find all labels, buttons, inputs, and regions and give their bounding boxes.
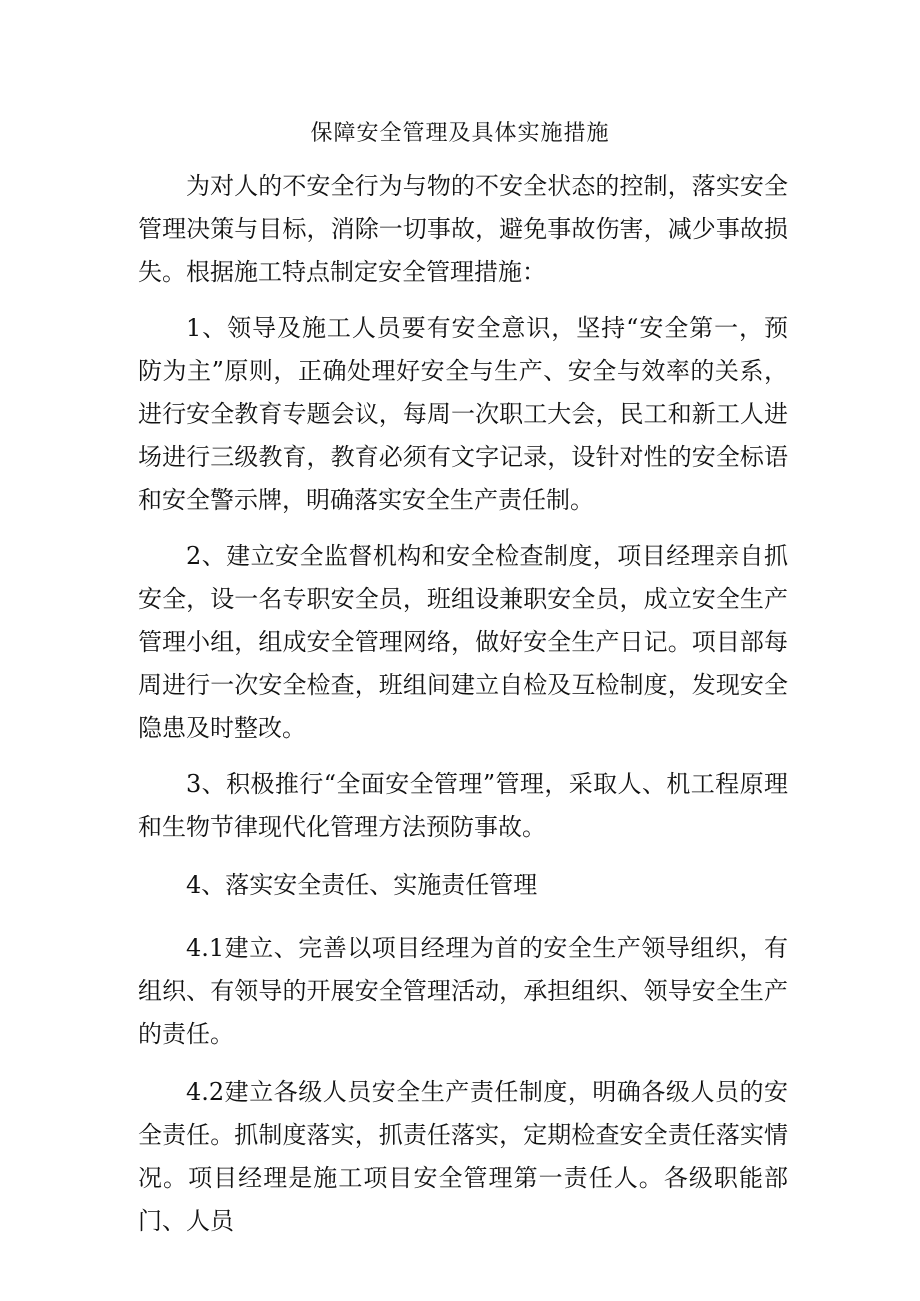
paragraph-item-1: 1、领导及施工人员要有安全意识，坚持“安全第一，预防为主”原则，正确处理好安全与生产、安全与效率的关系，进行安全教育专题会议，每周一次职工大会，民工和新工人进场进行三级教育，教育必须有文字记录，设针对性的安全标语和安全警示牌，明确落实安全生产责任制。	[138, 314, 788, 514]
document-body	[138, 165, 788, 1243]
paragraph-intro: 为对人的不安全行为与物的不安全状态的控制，落实安全管理决策与目标，消除一切事故，避免事故伤害，减少事故损失。根据施工特点制定安全管理措施：	[138, 172, 788, 286]
document-title: 保障安全管理及具体实施措施	[310, 121, 610, 146]
paragraph-item-4-2: 4.2建立各级人员安全生产责任制度，明确各级人员的安全责任。抓制度落实，抓责任落实，定期检查安全责任落实情况。项目经理是施工项目安全管理第一责任人。各级职能部门、人员	[138, 1078, 788, 1235]
paragraph-item-3: 3、积极推行“全面安全管理”管理，采取人、机工程原理和生物节律现代化管理方法预防事故。	[138, 770, 788, 841]
paragraph-item-4: 4、落实安全责任、实施责任管理	[186, 871, 538, 899]
paragraph-item-4-1: 4.1建立、完善以项目经理为首的安全生产领导组织，有组织、有领导的开展安全管理活动，承担组织、领导安全生产的责任。	[138, 934, 788, 1048]
paragraph-item-2: 2、建立安全监督机构和安全检查制度，项目经理亲自抓安全，设一名专职安全员，班组设兼职安全员，成立安全生产管理小组，组成安全管理网络，做好安全生产日记。项目部每周进行一次安全检查，班组间建立自检及互检制度，发现安全隐患及时整改。	[138, 542, 788, 742]
